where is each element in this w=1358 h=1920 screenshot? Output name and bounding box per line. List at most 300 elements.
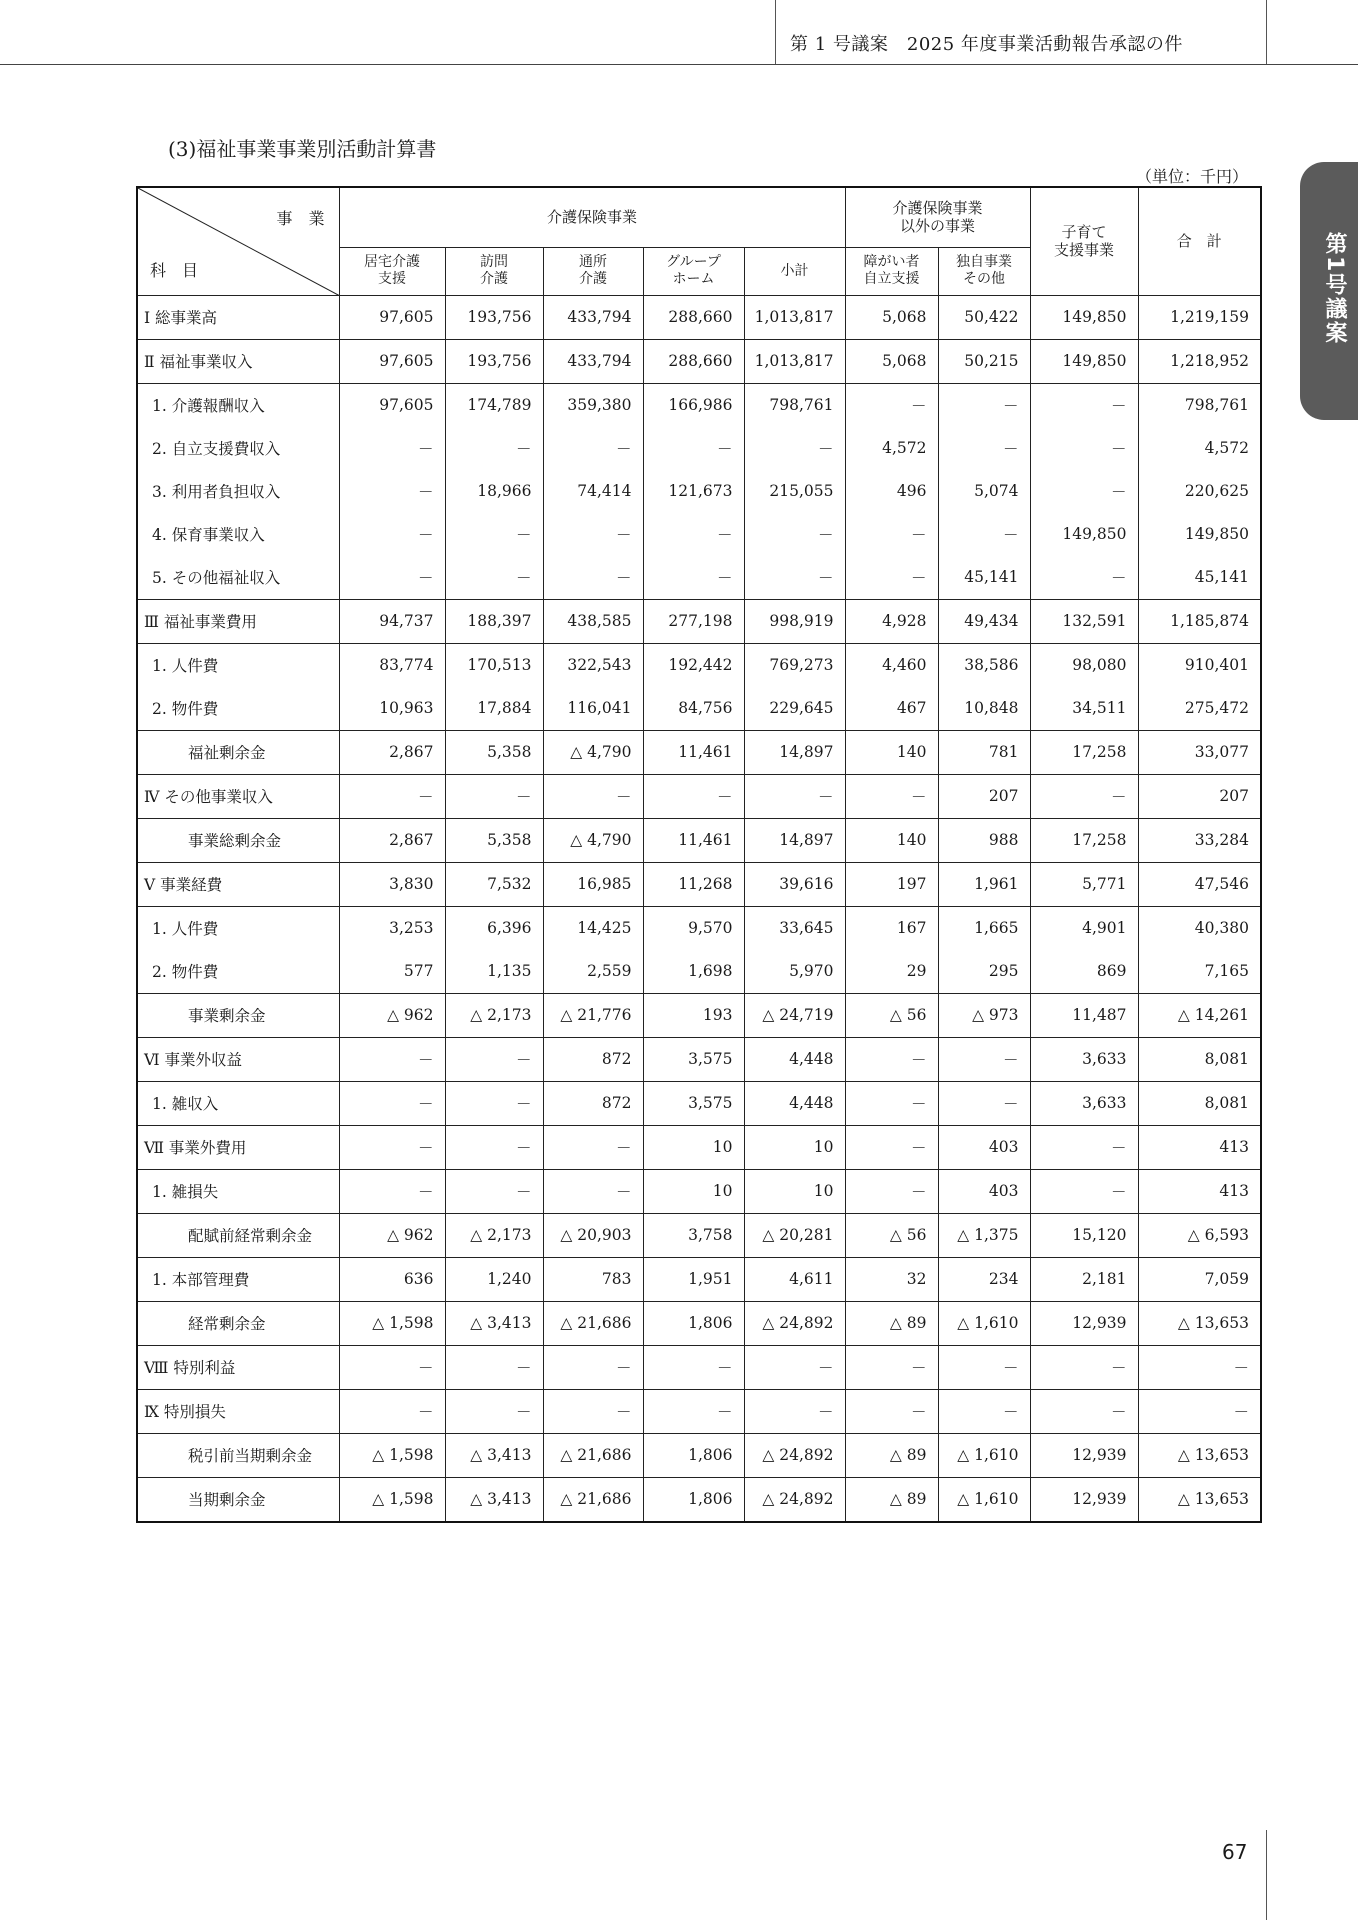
table-cell: △ 24,892 bbox=[744, 1477, 845, 1522]
table-cell: 1,135 bbox=[445, 950, 543, 994]
table-cell: 433,794 bbox=[543, 339, 643, 383]
table-cell: △ 973 bbox=[938, 993, 1030, 1037]
row-label: 当期剰余金 bbox=[137, 1477, 339, 1522]
table-cell: 798,761 bbox=[744, 383, 845, 427]
table-cell: 234 bbox=[938, 1257, 1030, 1301]
table-cell: 215,055 bbox=[744, 470, 845, 513]
table-cell: － bbox=[1030, 556, 1138, 600]
table-cell: △ 89 bbox=[845, 1477, 938, 1522]
table-cell: 45,141 bbox=[1138, 556, 1261, 600]
table-cell: － bbox=[938, 1037, 1030, 1081]
table-cell: 998,919 bbox=[744, 599, 845, 643]
table-cell: － bbox=[1030, 1125, 1138, 1169]
table-cell: － bbox=[445, 513, 543, 556]
table-cell: 910,401 bbox=[1138, 643, 1261, 687]
table-cell: － bbox=[445, 1125, 543, 1169]
table-cell: 83,774 bbox=[339, 643, 445, 687]
table-cell: △ 1,610 bbox=[938, 1301, 1030, 1345]
table-cell: 8,081 bbox=[1138, 1081, 1261, 1125]
table-cell: － bbox=[643, 1345, 744, 1389]
table-cell: 229,645 bbox=[744, 687, 845, 731]
table-row bbox=[137, 1389, 1261, 1433]
table-cell: 5,074 bbox=[938, 470, 1030, 513]
table-cell: 3,253 bbox=[339, 906, 445, 950]
row-label: 2. 自立支援費収入 bbox=[137, 427, 339, 470]
group-header-other-text: 介護保険事業 以外の事業 bbox=[892, 199, 983, 236]
table-cell: － bbox=[744, 1345, 845, 1389]
table-cell: － bbox=[339, 1169, 445, 1213]
table-cell: 33,077 bbox=[1138, 730, 1261, 774]
table-cell: △ 89 bbox=[845, 1301, 938, 1345]
table-cell: － bbox=[1030, 427, 1138, 470]
col-header-2 bbox=[543, 247, 643, 295]
table-cell: 5,068 bbox=[845, 295, 938, 339]
table-cell: △ 21,686 bbox=[543, 1433, 643, 1477]
table-cell: 872 bbox=[543, 1081, 643, 1125]
table-cell: 7,059 bbox=[1138, 1257, 1261, 1301]
table-cell: 132,591 bbox=[1030, 599, 1138, 643]
table-cell: 49,434 bbox=[938, 599, 1030, 643]
table-row bbox=[137, 818, 1261, 862]
activity-statement-table bbox=[136, 186, 1262, 1523]
chapter-side-tab-label: 第1号議案 bbox=[1322, 232, 1347, 346]
row-label: Ⅱ 福祉事業収入 bbox=[137, 339, 339, 383]
table-cell: － bbox=[339, 556, 445, 600]
group-header-kaigo: 介護保険事業 bbox=[339, 187, 845, 247]
table-cell: 2,867 bbox=[339, 730, 445, 774]
table-cell: － bbox=[643, 1389, 744, 1433]
table-cell: △ 962 bbox=[339, 993, 445, 1037]
table-cell: 11,461 bbox=[643, 818, 744, 862]
table-cell: 3,758 bbox=[643, 1213, 744, 1257]
col-header-kosodate bbox=[1030, 187, 1138, 295]
table-row bbox=[137, 862, 1261, 906]
col-header-text: 小計 bbox=[780, 262, 809, 279]
table-cell: － bbox=[445, 1389, 543, 1433]
table-cell: 84,756 bbox=[643, 687, 744, 731]
table-cell: 5,358 bbox=[445, 730, 543, 774]
page-header-title: 第 1 号議案 2025 年度事業活動報告承認の件 bbox=[790, 34, 1183, 55]
table-cell: 193,756 bbox=[445, 339, 543, 383]
table-cell: 636 bbox=[339, 1257, 445, 1301]
table-cell: 869 bbox=[1030, 950, 1138, 994]
table-cell: 359,380 bbox=[543, 383, 643, 427]
table-cell: － bbox=[845, 556, 938, 600]
table-cell: 94,737 bbox=[339, 599, 445, 643]
table-cell: － bbox=[339, 1345, 445, 1389]
table-cell: － bbox=[543, 774, 643, 818]
table-row bbox=[137, 556, 1261, 600]
table-cell: 18,966 bbox=[445, 470, 543, 513]
table-cell: △ 13,653 bbox=[1138, 1301, 1261, 1345]
table-cell: － bbox=[543, 1125, 643, 1169]
row-label: Ⅶ 事業外費用 bbox=[137, 1125, 339, 1169]
table-row bbox=[137, 383, 1261, 427]
table-cell: 5,358 bbox=[445, 818, 543, 862]
table-cell: △ 2,173 bbox=[445, 1213, 543, 1257]
table-cell: － bbox=[845, 1125, 938, 1169]
table-cell: 4,448 bbox=[744, 1081, 845, 1125]
table-cell: 192,442 bbox=[643, 643, 744, 687]
table-cell: 33,645 bbox=[744, 906, 845, 950]
col-header-kosodate-text: 子育て 支援事業 bbox=[1054, 223, 1115, 260]
header-divider-left bbox=[775, 0, 776, 64]
table-cell: △ 962 bbox=[339, 1213, 445, 1257]
row-label: Ⅰ 総事業高 bbox=[137, 295, 339, 339]
table-cell: 12,939 bbox=[1030, 1477, 1138, 1522]
table-cell: △ 56 bbox=[845, 1213, 938, 1257]
table-cell: － bbox=[845, 1389, 938, 1433]
row-label: 事業総剰余金 bbox=[137, 818, 339, 862]
table-cell: 496 bbox=[845, 470, 938, 513]
table-cell: △ 56 bbox=[845, 993, 938, 1037]
row-label: Ⅴ 事業経費 bbox=[137, 862, 339, 906]
table-row bbox=[137, 643, 1261, 687]
table-cell: △ 21,776 bbox=[543, 993, 643, 1037]
table-cell: － bbox=[1030, 774, 1138, 818]
table-cell: 403 bbox=[938, 1125, 1030, 1169]
table-cell: 769,273 bbox=[744, 643, 845, 687]
row-label: 2. 物件費 bbox=[137, 687, 339, 731]
row-label: 1. 人件費 bbox=[137, 906, 339, 950]
col-header-text: 居宅介護 支援 bbox=[364, 254, 420, 287]
table-cell: － bbox=[845, 1037, 938, 1081]
table-cell: － bbox=[445, 556, 543, 600]
row-label: 経常剰余金 bbox=[137, 1301, 339, 1345]
table-cell: － bbox=[1138, 1389, 1261, 1433]
col-header-text: 通所 介護 bbox=[579, 254, 607, 287]
table-cell: － bbox=[339, 470, 445, 513]
col-header-total: 合 計 bbox=[1138, 187, 1261, 295]
table-cell: － bbox=[445, 1169, 543, 1213]
row-label: 5. その他福祉収入 bbox=[137, 556, 339, 600]
row-label: 福祉剰余金 bbox=[137, 730, 339, 774]
table-cell: － bbox=[845, 1345, 938, 1389]
table-cell: △ 4,790 bbox=[543, 730, 643, 774]
table-cell: － bbox=[938, 513, 1030, 556]
header-rule bbox=[0, 64, 1358, 65]
table-cell: △ 1,598 bbox=[339, 1301, 445, 1345]
table-cell: 15,120 bbox=[1030, 1213, 1138, 1257]
table-cell: － bbox=[845, 513, 938, 556]
table-cell: 3,830 bbox=[339, 862, 445, 906]
table-cell: △ 21,686 bbox=[543, 1477, 643, 1522]
col-header-0 bbox=[339, 247, 445, 295]
table-cell: － bbox=[1030, 1169, 1138, 1213]
table-cell: － bbox=[643, 427, 744, 470]
table-cell: 1,806 bbox=[643, 1301, 744, 1345]
table-cell: 47,546 bbox=[1138, 862, 1261, 906]
table-cell: 277,198 bbox=[643, 599, 744, 643]
table-cell: 413 bbox=[1138, 1125, 1261, 1169]
table-cell: 872 bbox=[543, 1037, 643, 1081]
table-cell: 11,268 bbox=[643, 862, 744, 906]
table-cell: 988 bbox=[938, 818, 1030, 862]
table-row bbox=[137, 1345, 1261, 1389]
table-cell: － bbox=[938, 427, 1030, 470]
col-header-text: グループ ホーム bbox=[666, 254, 721, 287]
table-cell: － bbox=[1030, 1389, 1138, 1433]
table-cell: － bbox=[845, 774, 938, 818]
table-cell: 17,258 bbox=[1030, 818, 1138, 862]
table-cell: 34,511 bbox=[1030, 687, 1138, 731]
table-cell: 40,380 bbox=[1138, 906, 1261, 950]
col-header-text: 独自事業 その他 bbox=[956, 254, 1012, 287]
table-cell: － bbox=[845, 383, 938, 427]
table-cell: 220,625 bbox=[1138, 470, 1261, 513]
table-cell: 97,605 bbox=[339, 295, 445, 339]
table-cell: － bbox=[643, 774, 744, 818]
table-cell: 193 bbox=[643, 993, 744, 1037]
row-label: 2. 物件費 bbox=[137, 950, 339, 994]
row-label: 事業剰余金 bbox=[137, 993, 339, 1037]
table-cell: 207 bbox=[938, 774, 1030, 818]
table-cell: 38,586 bbox=[938, 643, 1030, 687]
section-title: (3)福祉事業事業別活動計算書 bbox=[168, 137, 437, 161]
table-cell: 10,848 bbox=[938, 687, 1030, 731]
table-cell: △ 20,903 bbox=[543, 1213, 643, 1257]
table-row bbox=[137, 1213, 1261, 1257]
table-cell: 798,761 bbox=[1138, 383, 1261, 427]
table-cell: － bbox=[938, 1389, 1030, 1433]
row-label: Ⅲ 福祉事業費用 bbox=[137, 599, 339, 643]
table-cell: － bbox=[938, 383, 1030, 427]
table-cell: 197 bbox=[845, 862, 938, 906]
table-cell: － bbox=[543, 427, 643, 470]
table-body bbox=[137, 295, 1261, 1522]
table-row bbox=[137, 1477, 1261, 1522]
table-cell: 12,939 bbox=[1030, 1433, 1138, 1477]
table-cell: 97,605 bbox=[339, 383, 445, 427]
table-cell: 2,867 bbox=[339, 818, 445, 862]
row-label: 1. 人件費 bbox=[137, 643, 339, 687]
table-cell: 5,771 bbox=[1030, 862, 1138, 906]
table-cell: 783 bbox=[543, 1257, 643, 1301]
row-label: 1. 本部管理費 bbox=[137, 1257, 339, 1301]
table-cell: △ 89 bbox=[845, 1433, 938, 1477]
col-header-5 bbox=[845, 247, 938, 295]
table-cell: 14,897 bbox=[744, 730, 845, 774]
table-cell: － bbox=[543, 556, 643, 600]
table-cell: － bbox=[744, 427, 845, 470]
corner-header-subject: 科 目 bbox=[150, 260, 199, 280]
col-header-1 bbox=[445, 247, 543, 295]
table-cell: 193,756 bbox=[445, 295, 543, 339]
row-label: 4. 保育事業収入 bbox=[137, 513, 339, 556]
table-cell: － bbox=[339, 1081, 445, 1125]
table-cell: 8,081 bbox=[1138, 1037, 1261, 1081]
table-cell: 11,461 bbox=[643, 730, 744, 774]
table-cell: － bbox=[445, 1037, 543, 1081]
table-cell: 10 bbox=[744, 1169, 845, 1213]
table-row bbox=[137, 1169, 1261, 1213]
table-cell: 781 bbox=[938, 730, 1030, 774]
table-cell: － bbox=[1138, 1345, 1261, 1389]
table-cell: 3,575 bbox=[643, 1081, 744, 1125]
table-cell: 39,616 bbox=[744, 862, 845, 906]
table-cell: 3,633 bbox=[1030, 1081, 1138, 1125]
table-cell: △ 4,790 bbox=[543, 818, 643, 862]
table-cell: － bbox=[339, 1125, 445, 1169]
table-cell: 1,806 bbox=[643, 1477, 744, 1522]
table-cell: 174,789 bbox=[445, 383, 543, 427]
table-cell: 9,570 bbox=[643, 906, 744, 950]
table-cell: 140 bbox=[845, 818, 938, 862]
table-cell: △ 1,610 bbox=[938, 1433, 1030, 1477]
table-cell: 166,986 bbox=[643, 383, 744, 427]
table-cell: 288,660 bbox=[643, 295, 744, 339]
table-cell: 4,572 bbox=[1138, 427, 1261, 470]
table-cell: 97,605 bbox=[339, 339, 445, 383]
col-header-text: 訪問 介護 bbox=[480, 254, 508, 287]
table-row bbox=[137, 687, 1261, 731]
table-cell: 14,897 bbox=[744, 818, 845, 862]
table-cell: △ 24,892 bbox=[744, 1433, 845, 1477]
table-cell: 11,487 bbox=[1030, 993, 1138, 1037]
table-cell: 1,806 bbox=[643, 1433, 744, 1477]
row-label: 1. 介護報酬収入 bbox=[137, 383, 339, 427]
table-cell: △ 1,598 bbox=[339, 1433, 445, 1477]
table-corner-header bbox=[137, 187, 339, 295]
table-cell: － bbox=[938, 1345, 1030, 1389]
row-label: 税引前当期剰余金 bbox=[137, 1433, 339, 1477]
table-row bbox=[137, 295, 1261, 339]
table-row bbox=[137, 1433, 1261, 1477]
table-cell: △ 3,413 bbox=[445, 1301, 543, 1345]
table-cell: △ 24,719 bbox=[744, 993, 845, 1037]
col-header-6 bbox=[938, 247, 1030, 295]
table-cell: 413 bbox=[1138, 1169, 1261, 1213]
table-cell: 50,422 bbox=[938, 295, 1030, 339]
table-cell: － bbox=[445, 774, 543, 818]
table-cell: △ 13,653 bbox=[1138, 1433, 1261, 1477]
table-row bbox=[137, 339, 1261, 383]
table-cell: △ 1,610 bbox=[938, 1477, 1030, 1522]
footer-divider bbox=[1266, 1830, 1267, 1920]
table-cell: △ 21,686 bbox=[543, 1301, 643, 1345]
table-cell: － bbox=[1030, 470, 1138, 513]
table-row bbox=[137, 993, 1261, 1037]
table-cell: 403 bbox=[938, 1169, 1030, 1213]
table-cell: 170,513 bbox=[445, 643, 543, 687]
table-cell: 29 bbox=[845, 950, 938, 994]
table-cell: 433,794 bbox=[543, 295, 643, 339]
table-cell: △ 13,653 bbox=[1138, 1477, 1261, 1522]
row-label: Ⅸ 特別損失 bbox=[137, 1389, 339, 1433]
table-cell: 188,397 bbox=[445, 599, 543, 643]
row-label: Ⅷ 特別利益 bbox=[137, 1345, 339, 1389]
table-cell: － bbox=[445, 1345, 543, 1389]
table-cell: 1,013,817 bbox=[744, 295, 845, 339]
table-cell: 7,165 bbox=[1138, 950, 1261, 994]
table-row bbox=[137, 730, 1261, 774]
row-label: Ⅵ 事業外収益 bbox=[137, 1037, 339, 1081]
table-cell: 1,665 bbox=[938, 906, 1030, 950]
col-header-3 bbox=[643, 247, 744, 295]
table-cell: 4,901 bbox=[1030, 906, 1138, 950]
table-cell: － bbox=[938, 1081, 1030, 1125]
table-cell: 5,068 bbox=[845, 339, 938, 383]
table-row bbox=[137, 1125, 1261, 1169]
table-cell: － bbox=[744, 513, 845, 556]
table-cell: 288,660 bbox=[643, 339, 744, 383]
table-row bbox=[137, 1257, 1261, 1301]
table-cell: 74,414 bbox=[543, 470, 643, 513]
table-row bbox=[137, 599, 1261, 643]
table-cell: － bbox=[339, 513, 445, 556]
table-cell: － bbox=[1030, 383, 1138, 427]
page-number: 67 bbox=[1222, 1840, 1248, 1864]
row-label: 配賦前経常剰余金 bbox=[137, 1213, 339, 1257]
table-cell: － bbox=[543, 1389, 643, 1433]
table-cell: 4,572 bbox=[845, 427, 938, 470]
table-cell: 10,963 bbox=[339, 687, 445, 731]
table-cell: △ 1,598 bbox=[339, 1477, 445, 1522]
table-cell: － bbox=[543, 513, 643, 556]
table-row bbox=[137, 1081, 1261, 1125]
table-cell: 17,884 bbox=[445, 687, 543, 731]
table-cell: 438,585 bbox=[543, 599, 643, 643]
table-cell: 149,850 bbox=[1030, 513, 1138, 556]
group-header-other bbox=[845, 187, 1030, 247]
table-cell: 4,448 bbox=[744, 1037, 845, 1081]
table-cell: 17,258 bbox=[1030, 730, 1138, 774]
table-cell: 275,472 bbox=[1138, 687, 1261, 731]
table-cell: － bbox=[543, 1345, 643, 1389]
table-cell: 14,425 bbox=[543, 906, 643, 950]
table-cell: 1,698 bbox=[643, 950, 744, 994]
table-cell: － bbox=[445, 427, 543, 470]
table-cell: 207 bbox=[1138, 774, 1261, 818]
table-cell: 2,181 bbox=[1030, 1257, 1138, 1301]
table-row bbox=[137, 513, 1261, 556]
table-cell: 322,543 bbox=[543, 643, 643, 687]
col-header-text: 障がい者 自立支援 bbox=[863, 254, 920, 287]
table-cell: 7,532 bbox=[445, 862, 543, 906]
table-cell: － bbox=[845, 1169, 938, 1213]
table-cell: － bbox=[339, 774, 445, 818]
table-cell: △ 14,261 bbox=[1138, 993, 1261, 1037]
table-cell: 98,080 bbox=[1030, 643, 1138, 687]
table-cell: 295 bbox=[938, 950, 1030, 994]
table-cell: △ 6,593 bbox=[1138, 1213, 1261, 1257]
table-cell: 116,041 bbox=[543, 687, 643, 731]
table-cell: △ 3,413 bbox=[445, 1477, 543, 1522]
table-cell: △ 20,281 bbox=[744, 1213, 845, 1257]
table-cell: △ 2,173 bbox=[445, 993, 543, 1037]
table-cell: 6,396 bbox=[445, 906, 543, 950]
table-cell: － bbox=[339, 1037, 445, 1081]
row-label: 1. 雑損失 bbox=[137, 1169, 339, 1213]
table-row bbox=[137, 470, 1261, 513]
col-header-4 bbox=[744, 247, 845, 295]
table-cell: 149,850 bbox=[1138, 513, 1261, 556]
table-cell: 50,215 bbox=[938, 339, 1030, 383]
row-label: 1. 雑収入 bbox=[137, 1081, 339, 1125]
table-cell: 10 bbox=[643, 1125, 744, 1169]
table-cell: 121,673 bbox=[643, 470, 744, 513]
table-cell: － bbox=[445, 1081, 543, 1125]
table-cell: 33,284 bbox=[1138, 818, 1261, 862]
table-cell: 12,939 bbox=[1030, 1301, 1138, 1345]
table-row bbox=[137, 427, 1261, 470]
row-label: Ⅳ その他事業収入 bbox=[137, 774, 339, 818]
corner-header-business: 事 業 bbox=[276, 209, 325, 228]
table-cell: 167 bbox=[845, 906, 938, 950]
table-cell: 3,633 bbox=[1030, 1037, 1138, 1081]
table-row bbox=[137, 1037, 1261, 1081]
table-cell: 467 bbox=[845, 687, 938, 731]
